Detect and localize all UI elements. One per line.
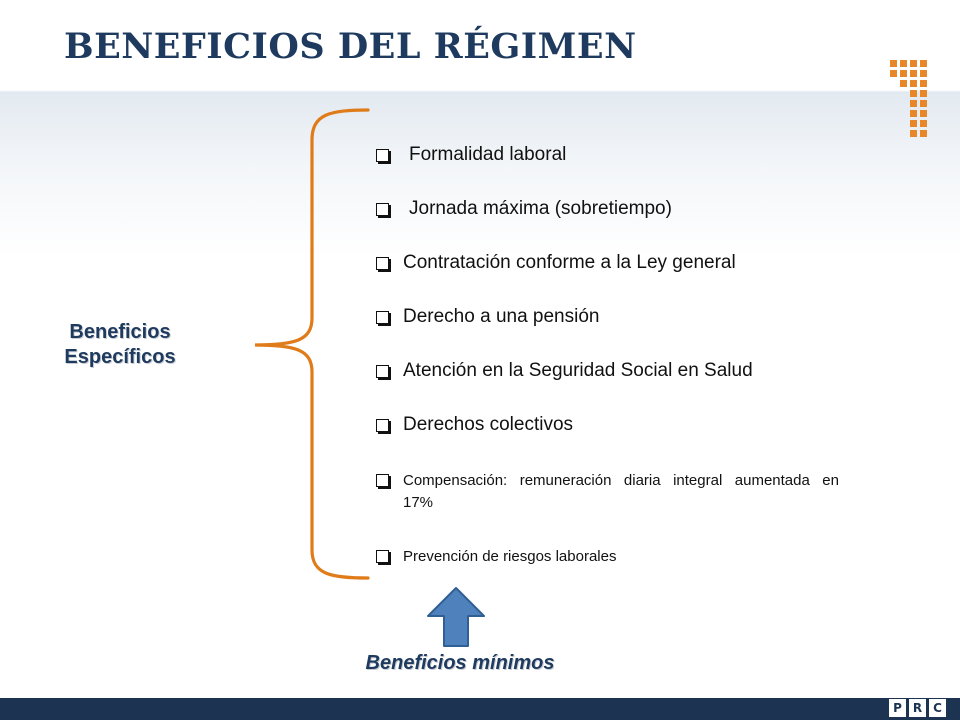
minimum-benefits-label: Beneficios mínimos bbox=[365, 652, 555, 674]
specific-benefits-line2: Específicos bbox=[64, 346, 176, 368]
prc-logo-letter: R bbox=[909, 699, 926, 717]
list-item-text: Formalidad laboral bbox=[409, 144, 567, 165]
list-item-text: Jornada máxima (sobretiempo) bbox=[409, 198, 672, 219]
list-item-text: Derecho a una pensión bbox=[403, 306, 600, 327]
list-item-text: Derechos colectivos bbox=[403, 414, 574, 435]
list-item-text: Prevención de riesgos laborales bbox=[403, 548, 617, 565]
prc-logo-letter: P bbox=[889, 699, 906, 717]
list-item-text: Compensación: remuneración diaria integral aumentada en 17% bbox=[403, 472, 839, 511]
slide-title: BENEFICIOS DEL RÉGIMEN bbox=[64, 26, 637, 67]
prc-logo-letter: C bbox=[929, 699, 946, 717]
list-item-text: Atención en la Seguridad Social en Salud bbox=[403, 360, 753, 381]
footer-bar bbox=[0, 698, 960, 720]
list-item-text: Contratación conforme a la Ley general bbox=[403, 252, 736, 273]
specific-benefits-line1: Beneficios bbox=[69, 321, 171, 343]
prc-logo bbox=[889, 699, 946, 717]
